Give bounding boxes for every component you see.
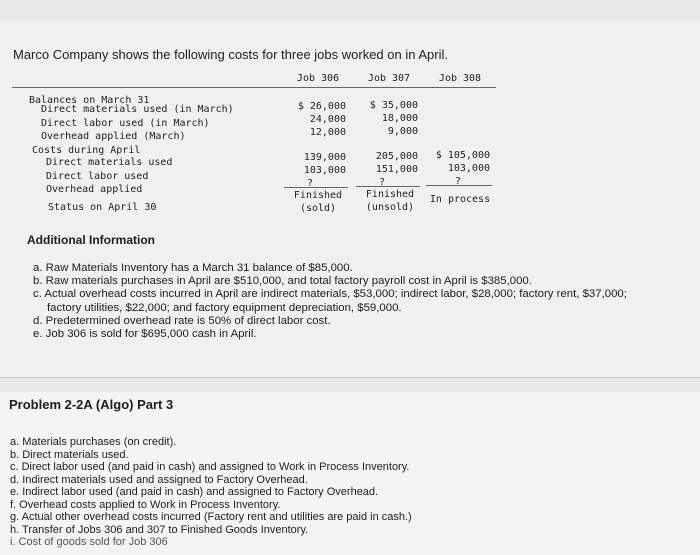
cell-307-oh-march: 9,000 — [387, 126, 418, 137]
underline-308 — [426, 185, 492, 186]
status-label: Status on April 30 — [48, 202, 157, 213]
header-job-308: Job 308 — [438, 73, 482, 84]
list-item: h. Transfer of Jobs 306 and 307 to Finished Goods Inventory. — [10, 523, 309, 536]
row-label: Overhead applied (March) — [41, 131, 186, 142]
table-header-bar — [12, 71, 496, 88]
cell-308-oh-april: ? — [454, 176, 462, 187]
list-item: e. Job 306 is sold for $695,000 cash in April. — [33, 328, 257, 341]
row-label: Overhead applied — [46, 184, 143, 195]
cell-307-dl-march: 18,000 — [381, 113, 418, 124]
list-item: c. Actual overhead costs incurred in April are indirect materials, $53,000; indirect labor, $28,000; factory rent, $37,000; — [33, 288, 627, 301]
section-title-balances: Balances on March 31 — [29, 95, 150, 106]
cell-307-dl-april: 151,000 — [375, 164, 418, 175]
underline-306 — [284, 187, 348, 188]
row-label: Direct materials used (in March) — [41, 104, 234, 115]
list-item: factory utilities, $22,000; and factory equipment depreciation, $59,000. — [47, 301, 402, 314]
cell-306-dl-march: 24,000 — [309, 114, 346, 125]
underline-307 — [356, 186, 420, 187]
list-item: a. Raw Materials Inventory has a March 31 balance of $85,000. — [33, 262, 353, 274]
list-item: d. Indirect materials used and assigned to Factory Overhead. — [10, 473, 308, 486]
list-item: g. Actual other overhead costs incurred (Factory rent and utilities are paid in cash.) — [10, 511, 412, 523]
status-308: In process — [429, 194, 491, 205]
cell-306-dm-april: 139,000 — [303, 152, 346, 163]
header-job-307: Job 307 — [367, 73, 411, 84]
cell-308-dm-april: $ 105,000 — [435, 150, 490, 161]
cell-307-dm-march: $ 35,000 — [369, 100, 418, 111]
section-title-april: Costs during April — [32, 145, 141, 156]
list-item: b. Raw materials purchases in April are $510,000, and total factory payroll cost in April is $385,000. — [33, 275, 532, 288]
cell-306-oh-march: 12,000 — [309, 127, 346, 138]
status-306-line1: Finished — [293, 190, 343, 201]
status-307-line1: Finished — [365, 189, 415, 200]
row-label: Direct labor used — [46, 171, 149, 182]
header-job-306: Job 306 — [296, 73, 340, 84]
list-item: e. Indirect labor used (and paid in cash) and assigned to Factory Overhead. — [10, 486, 379, 498]
problem-title: Problem 2-2A (Algo) Part 3 — [9, 397, 174, 412]
cell-306-oh-april: ? — [306, 178, 314, 189]
list-item: b. Direct materials used. — [10, 448, 129, 461]
transaction-list — [10, 436, 690, 549]
cell-306-dm-march: $ 26,000 — [297, 101, 346, 112]
row-label: Direct materials used — [46, 157, 173, 168]
row-label: Direct labor used (in March) — [41, 118, 210, 129]
cell-307-oh-april: ? — [378, 177, 386, 188]
additional-info-list — [33, 262, 693, 341]
additional-info-title: Additional Information — [27, 233, 155, 247]
list-item: f. Overhead costs applied to Work in Process Inventory. — [10, 498, 281, 511]
intro-text: Marco Company shows the following costs for three jobs worked on in April. — [13, 47, 448, 62]
status-307-line2: (unsold) — [365, 202, 415, 213]
list-item: c. Direct labor used (and paid in cash) and assigned to Work in Process Inventory. — [10, 461, 410, 473]
cell-308-dl-april: 103,000 — [447, 163, 490, 174]
list-item: a. Materials purchases (on credit). — [10, 436, 177, 448]
cell-307-dm-april: 205,000 — [375, 151, 418, 162]
status-306-line2: (sold) — [299, 203, 337, 214]
list-item: i. Cost of goods sold for Job 306 — [10, 536, 168, 548]
list-item: d. Predetermined overhead rate is 50% of direct labor cost. — [33, 314, 331, 327]
cell-306-dl-april: 103,000 — [303, 165, 346, 176]
